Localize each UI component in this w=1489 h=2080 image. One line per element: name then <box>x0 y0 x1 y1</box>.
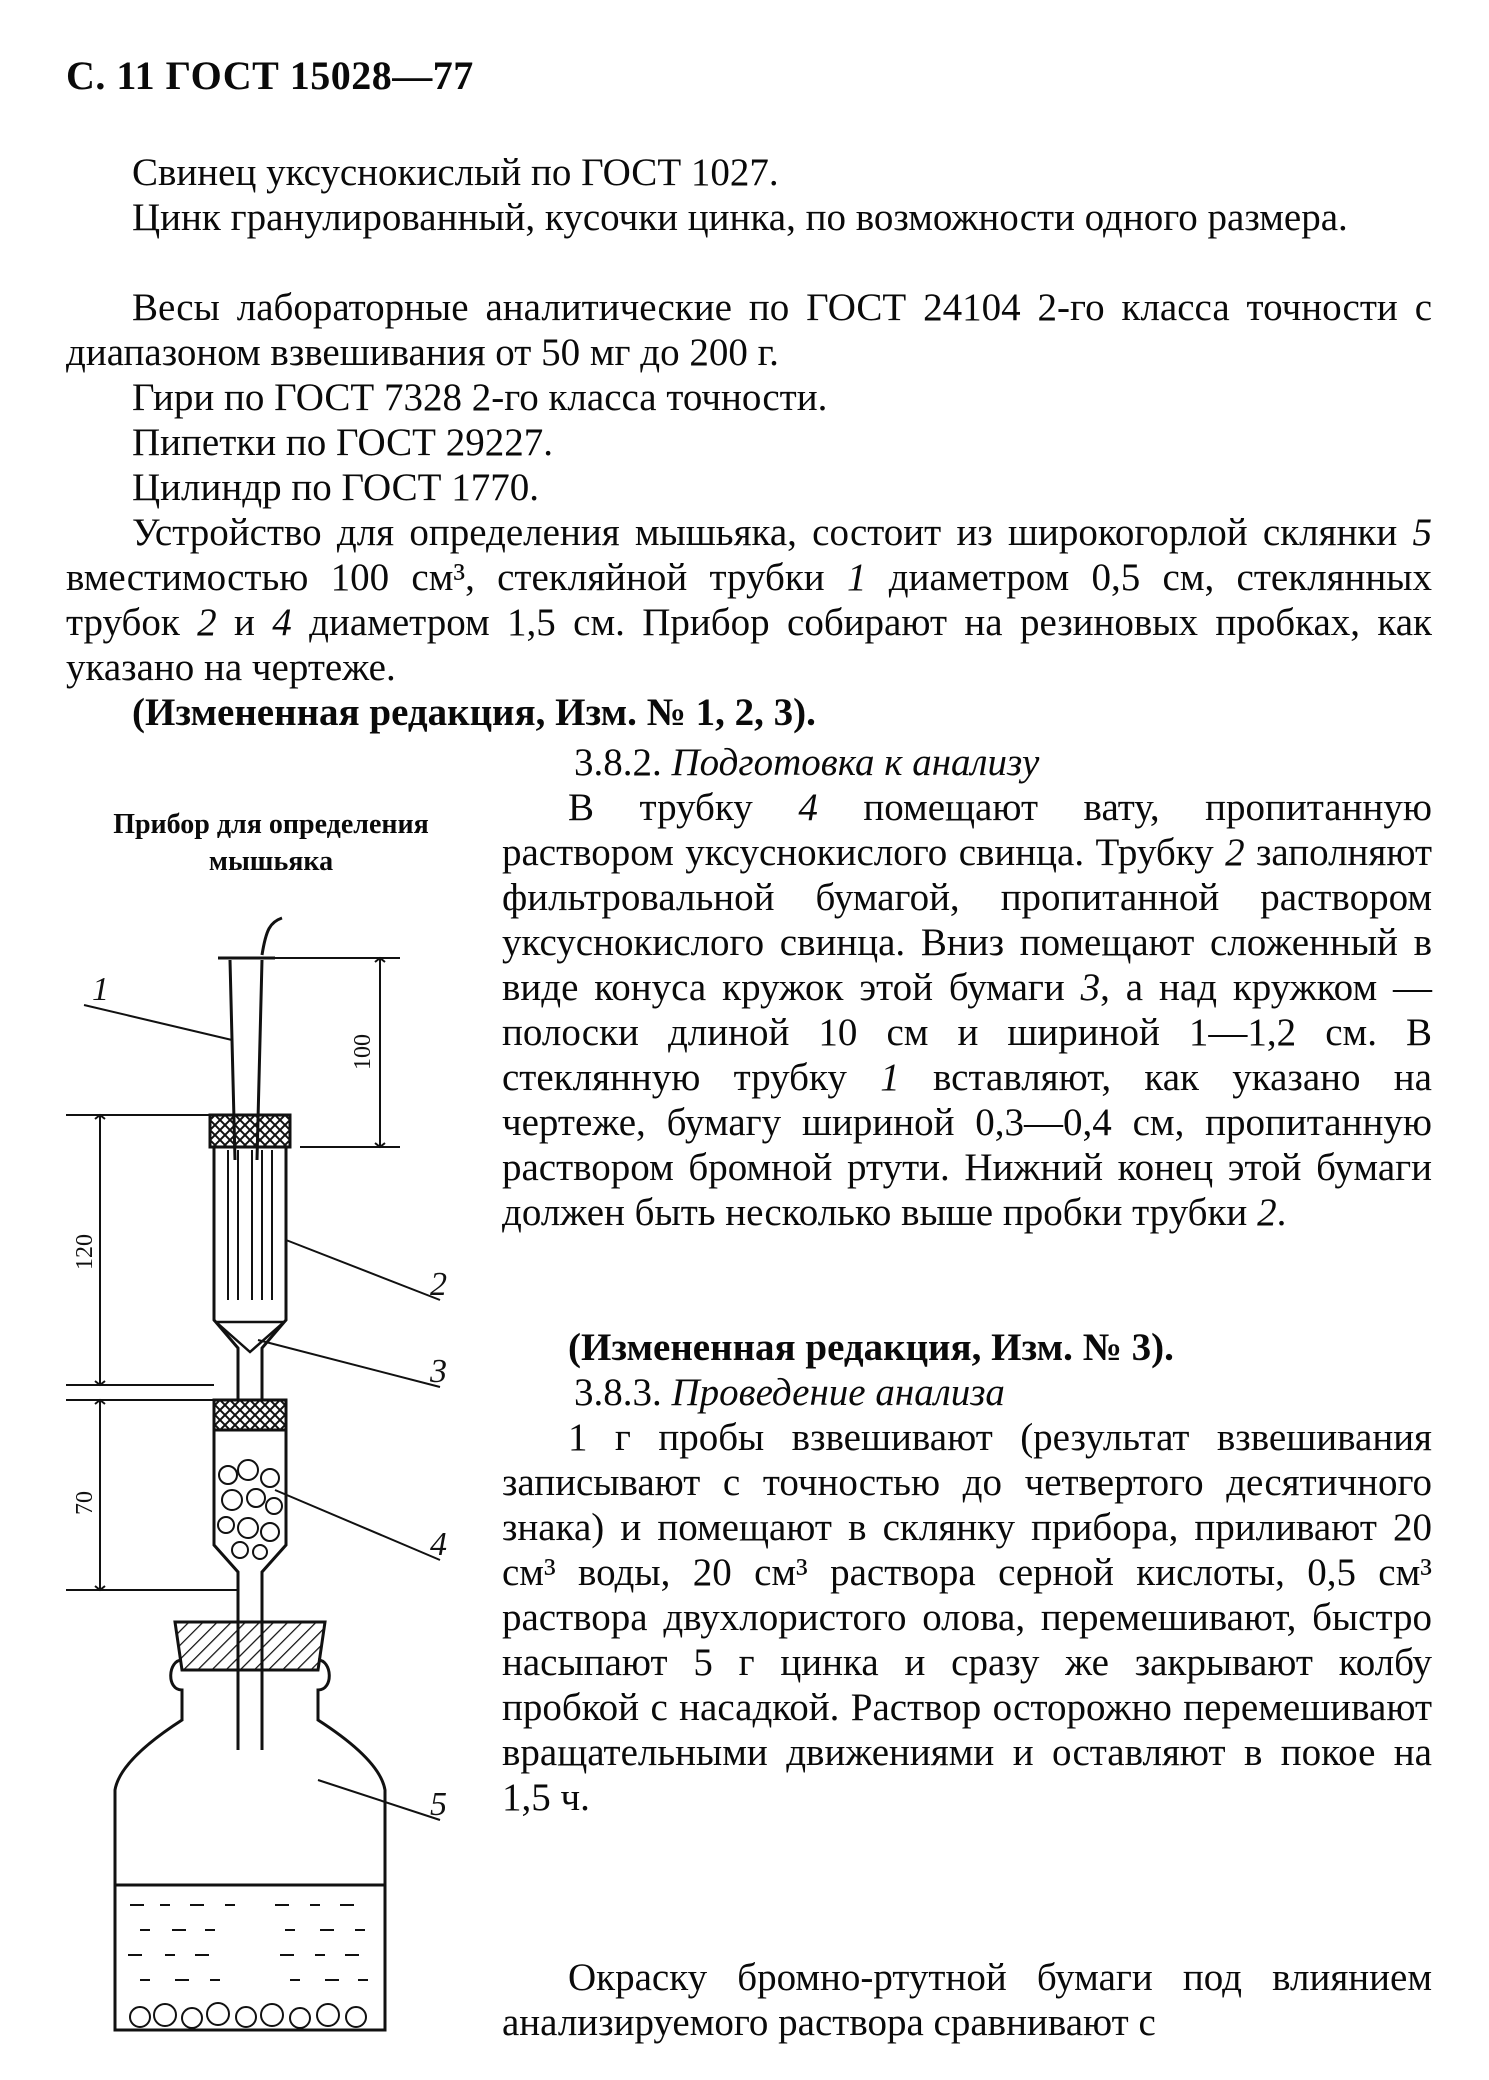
prep-text-f: . <box>1276 1191 1287 1234</box>
prep-text-c: заполняют фильтровальной бумагой, пропитанной раствором уксуснокислого свинца. Вниз помещают сложенный в виде конуса кружок этой бумаги <box>502 831 1433 1009</box>
page-header: С. 11 ГОСТ 15028—77 <box>66 53 474 98</box>
paragraph-analysis: 1 г пробы взвешивают (результат взвешивания записывают с точностью до четвертого десятичного знака) и помещают в склянку прибора, приливают 20 см³ воды, 20 см³ раствора серной кислоты, 0,5 см³ раствора двухлористого олова, перемешивают, быстро насыпают 5 г цинка и сразу же закрывают колбу пробкой с насадкой. Раствор осторожно перемешивают вращательными движениями и оставляют в покое на 1,5 ч. <box>502 1416 1432 1819</box>
paragraph-coloring: Окраску бромно-ртутной бумаги под влиянием анализируемого раствора сравнивают с <box>502 1956 1432 2044</box>
amendment-note-2: (Измененная редакция, Изм. № 3). <box>568 1326 1174 1369</box>
device-text-1: Устройство для определения мышьяка, состоит из широкогорлой склянки <box>132 511 1413 554</box>
dim-70: 70 <box>72 1491 98 1515</box>
arsenic-apparatus-drawing <box>0 0 500 2080</box>
device-text-4: и <box>216 601 273 644</box>
section-3-8-2-heading <box>574 740 1434 785</box>
paragraph-cylinder: Цилиндр по ГОСТ 1770. <box>132 466 540 509</box>
section-3-8-2-number: 3.8.2. <box>574 741 662 784</box>
prep-ref-2b: 2 <box>1257 1191 1277 1234</box>
prep-text-b: помещают вату, пропитанную раствором уксуснокислого свинца. Трубку <box>502 786 1432 874</box>
prep-ref-3: 3 <box>1080 966 1101 1009</box>
cotton-wool <box>218 1460 282 1559</box>
prep-ref-1: 1 <box>880 1056 900 1099</box>
tube-4-walls <box>214 1430 286 1622</box>
device-text-5: диаметром 1,5 см. Прибор собирают на резиновых пробках, как указано на чертеже. <box>66 601 1432 689</box>
section-3-8-2-title: Подготовка к анализу <box>671 741 1040 784</box>
amendment-note-1: (Измененная редакция, Изм. № 1, 2, 3). <box>132 691 816 734</box>
zinc-granules <box>130 2003 366 2028</box>
prep-ref-4: 4 <box>798 786 818 829</box>
middle-stopper <box>214 1400 286 1430</box>
paragraph-zinc: Цинк гранулированный, кусочки цинка, по возможности одного размера. <box>132 196 1348 239</box>
tube-2-walls <box>214 1147 286 1400</box>
device-ref-5: 5 <box>1412 511 1432 554</box>
tube-1-bent-tip <box>262 918 282 955</box>
dim-120: 120 <box>72 1234 98 1270</box>
paragraph-pipettes: Пипетки по ГОСТ 29227. <box>132 421 554 464</box>
device-text-3: диаметром 0,5 см, стеклянных трубок <box>66 556 1432 644</box>
section-3-8-3-title: Проведение анализа <box>671 1371 1005 1414</box>
paper-strips <box>228 1150 272 1300</box>
label-5: 5 <box>430 1786 447 1823</box>
section-3-8-3-number: 3.8.3. <box>574 1371 662 1414</box>
prep-text-d: , а над кружком — полоски длиной 10 см и шириной 1—1,2 см. В стеклянную трубку <box>502 966 1432 1099</box>
dim-100: 100 <box>350 1034 376 1070</box>
paper-cone-3 <box>216 1322 284 1352</box>
label-2: 2 <box>430 1266 447 1303</box>
liquid-dashes <box>128 1905 368 1980</box>
prep-text-a: В трубку <box>568 786 799 829</box>
device-ref-4: 4 <box>272 601 292 644</box>
device-ref-1: 1 <box>846 556 867 599</box>
section-3-8-3-heading <box>574 1370 1434 1415</box>
bottle-stopper <box>175 1622 325 1670</box>
figure-caption: Прибор для определения мышьяка <box>113 809 429 877</box>
top-stopper <box>210 1115 290 1147</box>
paragraph-scales: Весы лабораторные аналитические по ГОСТ 24104 2-го класса точности с диапазоном взвешивания от 50 мг до 200 г. <box>66 286 1432 374</box>
paragraph-weights: Гири по ГОСТ 7328 2-го класса точности. <box>132 376 828 419</box>
paragraph-lead-acetate: Свинец уксуснокислый по ГОСТ 1027. <box>132 151 779 194</box>
prep-ref-2: 2 <box>1225 831 1245 874</box>
device-ref-2: 2 <box>197 601 217 644</box>
label-4: 4 <box>430 1526 447 1563</box>
paragraph-preparation <box>502 785 1432 1235</box>
prep-text-e: вставляют, как указано на чертеже, бумагу шириной 0,3—0,4 см, пропитанную раствором бромной ртути. Нижний конец этой бумаги должен быть несколько выше пробки трубки <box>502 1056 1432 1234</box>
label-3: 3 <box>430 1353 447 1390</box>
bottle-5 <box>115 1660 385 2030</box>
device-text-2: вместимостью 100 см³, стекляйной трубки <box>66 556 847 599</box>
label-1: 1 <box>92 971 109 1008</box>
